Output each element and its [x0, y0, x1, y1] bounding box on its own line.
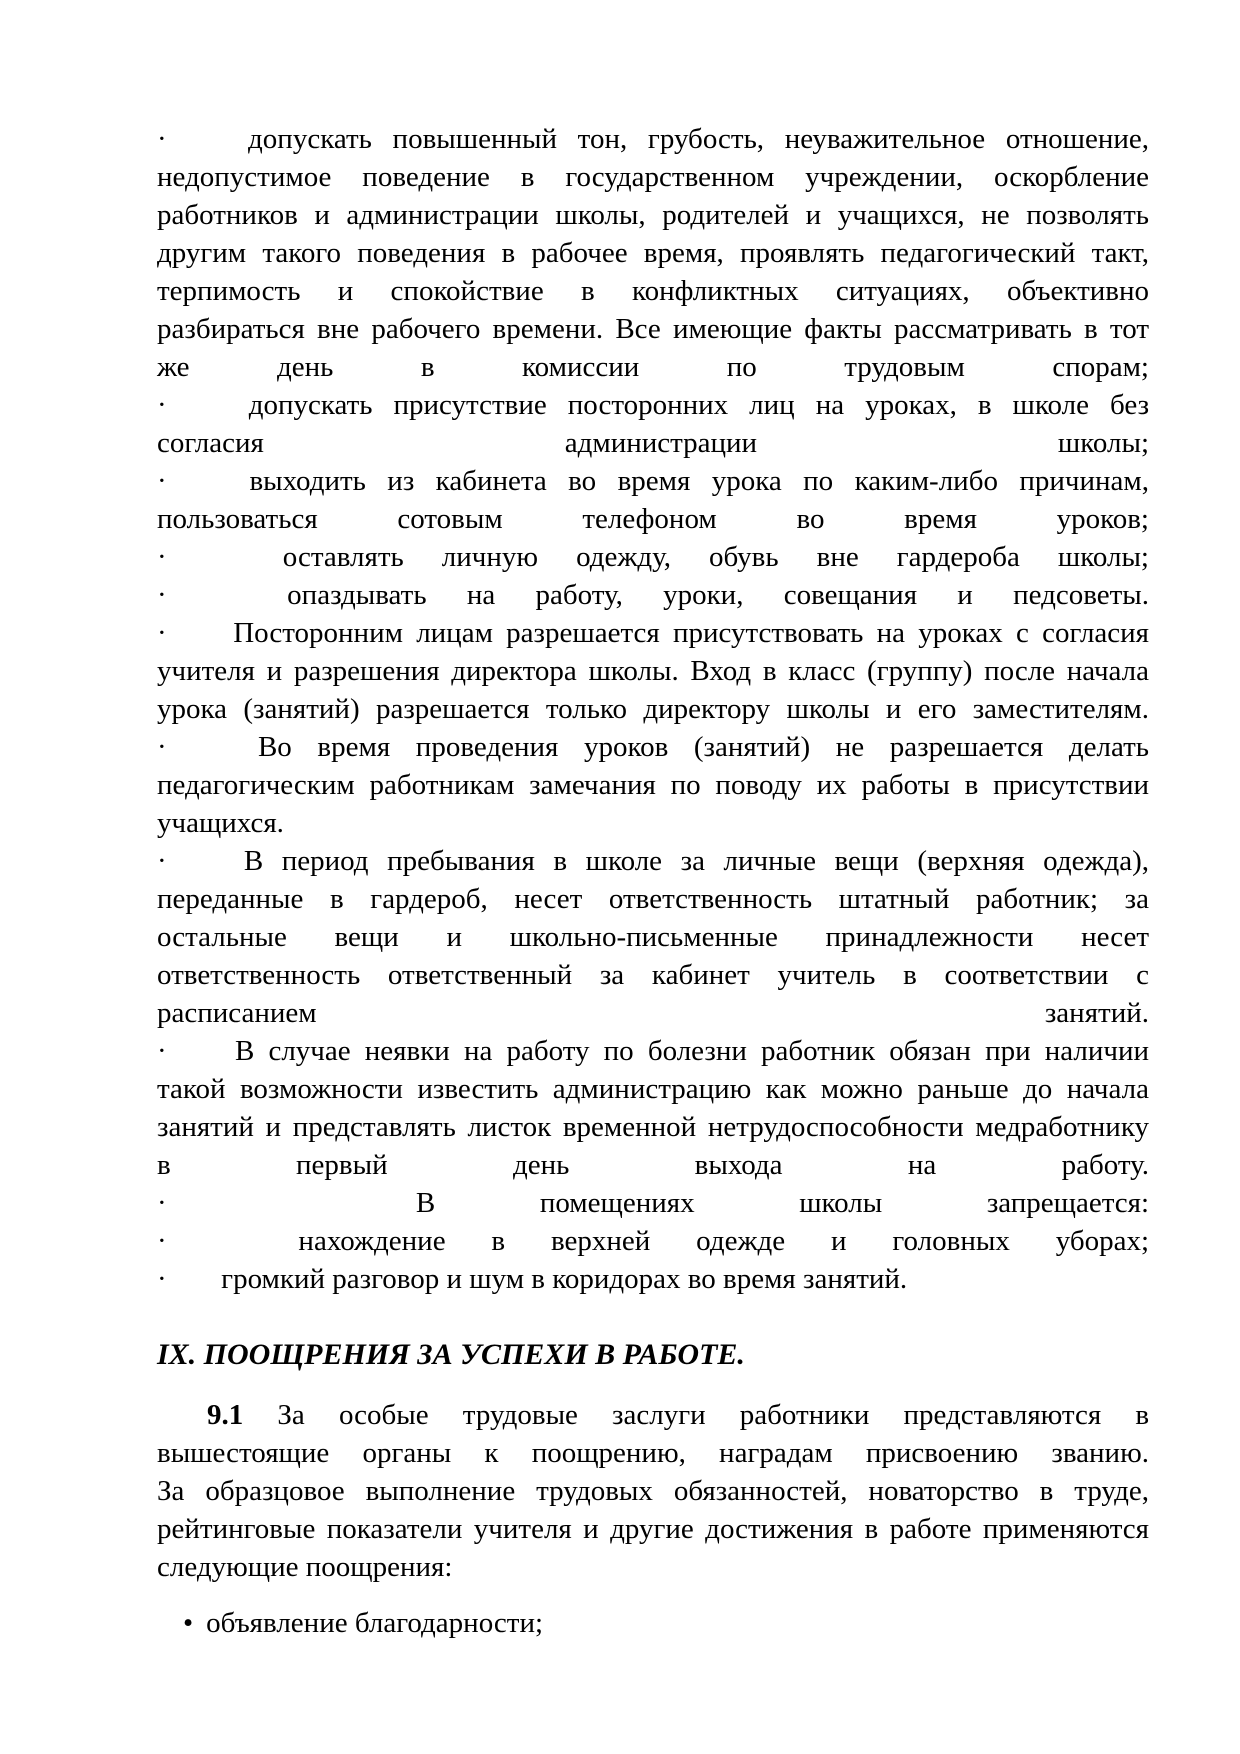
- text-line: · В период пребывания в школе за личные вещи (верхняя одежда),: [157, 845, 1150, 877]
- text-line: терпимость и спокойствие в конфликтных ситуациях, объективно: [157, 275, 1149, 307]
- dot-bullet-icon: ·: [157, 731, 167, 763]
- bullet-list-item: [157, 1604, 1149, 1642]
- text-line: недопустимое поведение в государственном учреждении, оскорбление: [157, 161, 1149, 193]
- text-line: ответственность ответственный за кабинет учитель в соответствии с: [157, 959, 1149, 991]
- dot-bullet-icon: ·: [157, 123, 167, 155]
- text-line: • объявление благодарности;: [183, 1607, 544, 1639]
- paragraph: [157, 120, 1149, 386]
- text-line: · В случае неявки на работу по болезни работник обязан при наличии: [157, 1035, 1150, 1067]
- text-line: учащихся.: [157, 807, 284, 839]
- text-line: разбираться вне рабочего времени. Все имеющие факты рассматривать в тот: [157, 313, 1149, 345]
- paragraph: [157, 462, 1149, 538]
- text-line: · В помещениях школы запрещается:: [157, 1187, 1150, 1219]
- paragraph: [157, 614, 1149, 728]
- text-line: · выходить из кабинета во время урока по каким-либо причинам,: [157, 465, 1149, 497]
- dot-bullet-icon: ·: [157, 465, 167, 497]
- text-line: · Посторонним лицам разрешается присутствовать на уроках с согласия: [157, 617, 1150, 649]
- text-line: переданные в гардероб, несет ответственность штатный работник; за: [157, 883, 1149, 915]
- paragraph: [157, 386, 1149, 462]
- text-line: работников и администрации школы, родителей и учащихся, не позволять: [157, 199, 1149, 231]
- round-bullet-icon: •: [183, 1607, 194, 1639]
- text-line: педагогическим работникам замечания по поводу их работы в присутствии: [157, 769, 1149, 801]
- text-line: · опаздывать на работу, уроки, совещания и педсоветы.: [157, 579, 1149, 611]
- text-line: · оставлять личную одежду, обувь вне гардероба школы;: [157, 541, 1149, 573]
- text-line: вышестоящие органы к поощрению, наградам присвоению званию.: [157, 1437, 1149, 1469]
- text-line: другим такого поведения в рабочее время, проявлять педагогический такт,: [157, 237, 1149, 269]
- paragraph: [157, 1032, 1149, 1184]
- dot-bullet-icon: ·: [157, 845, 167, 877]
- text-line: такой возможности известить администрацию как можно раньше до начала: [157, 1073, 1149, 1105]
- text-line: За образцовое выполнение трудовых обязанностей, новаторство в труде,: [157, 1475, 1149, 1507]
- text-line: остальные вещи и школьно-письменные принадлежности несет: [157, 921, 1149, 953]
- dot-bullet-icon: ·: [157, 389, 167, 421]
- paragraph: [157, 1260, 1149, 1298]
- text-line: расписанием занятий.: [157, 997, 1149, 1029]
- dot-bullet-icon: ·: [157, 1263, 167, 1295]
- paragraph: [157, 1396, 1149, 1586]
- text-line: следующие поощрения:: [157, 1551, 453, 1583]
- text-line: пользоваться сотовым телефоном во время уроков;: [157, 503, 1149, 535]
- text-line: урока (занятий) разрешается только директору школы и его заместителям.: [157, 693, 1149, 725]
- dot-bullet-icon: ·: [157, 1035, 167, 1067]
- section-heading: [157, 1336, 1149, 1374]
- text-line: рейтинговые показатели учителя и другие достижения в работе применяются: [157, 1513, 1149, 1545]
- clause-number: 9.1: [207, 1399, 244, 1431]
- text-line: IX. ПООЩРЕНИЯ ЗА УСПЕХИ В РАБОТЕ.: [157, 1338, 745, 1371]
- text-line: · Во время проведения уроков (занятий) не разрешается делать: [157, 731, 1150, 763]
- text-line: · нахождение в верхней одежде и головных уборах;: [157, 1225, 1150, 1257]
- text-line: · допускать повышенный тон, грубость, неуважительное отношение,: [157, 123, 1149, 155]
- text-line: в первый день выхода на работу.: [157, 1149, 1149, 1181]
- text-line: занятий и представлять листок временной нетрудоспособности медработнику: [157, 1111, 1149, 1143]
- document-text: [157, 120, 1149, 1642]
- dot-bullet-icon: ·: [157, 1225, 167, 1257]
- paragraph: [157, 538, 1149, 576]
- paragraph: [157, 1222, 1149, 1260]
- dot-bullet-icon: ·: [157, 1187, 167, 1219]
- text-line: учителя и разрешения директора школы. Вход в класс (группу) после начала: [157, 655, 1149, 687]
- paragraph: [157, 842, 1149, 1032]
- text-line: согласия администрации школы;: [157, 427, 1149, 459]
- dot-bullet-icon: ·: [157, 579, 167, 611]
- paragraph: [157, 1184, 1149, 1222]
- text-line: 9.1 За особые трудовые заслуги работники представляются в: [207, 1399, 1150, 1431]
- dot-bullet-icon: ·: [157, 541, 167, 573]
- text-line: · громкий разговор и шум в коридорах во время занятий.: [157, 1263, 908, 1295]
- text-line: · допускать присутствие посторонних лиц на уроках, в школе без: [157, 389, 1150, 421]
- paragraph: [157, 728, 1149, 842]
- text-line: же день в комиссии по трудовым спорам;: [157, 351, 1149, 383]
- dot-bullet-icon: ·: [157, 617, 167, 649]
- paragraph: [157, 576, 1149, 614]
